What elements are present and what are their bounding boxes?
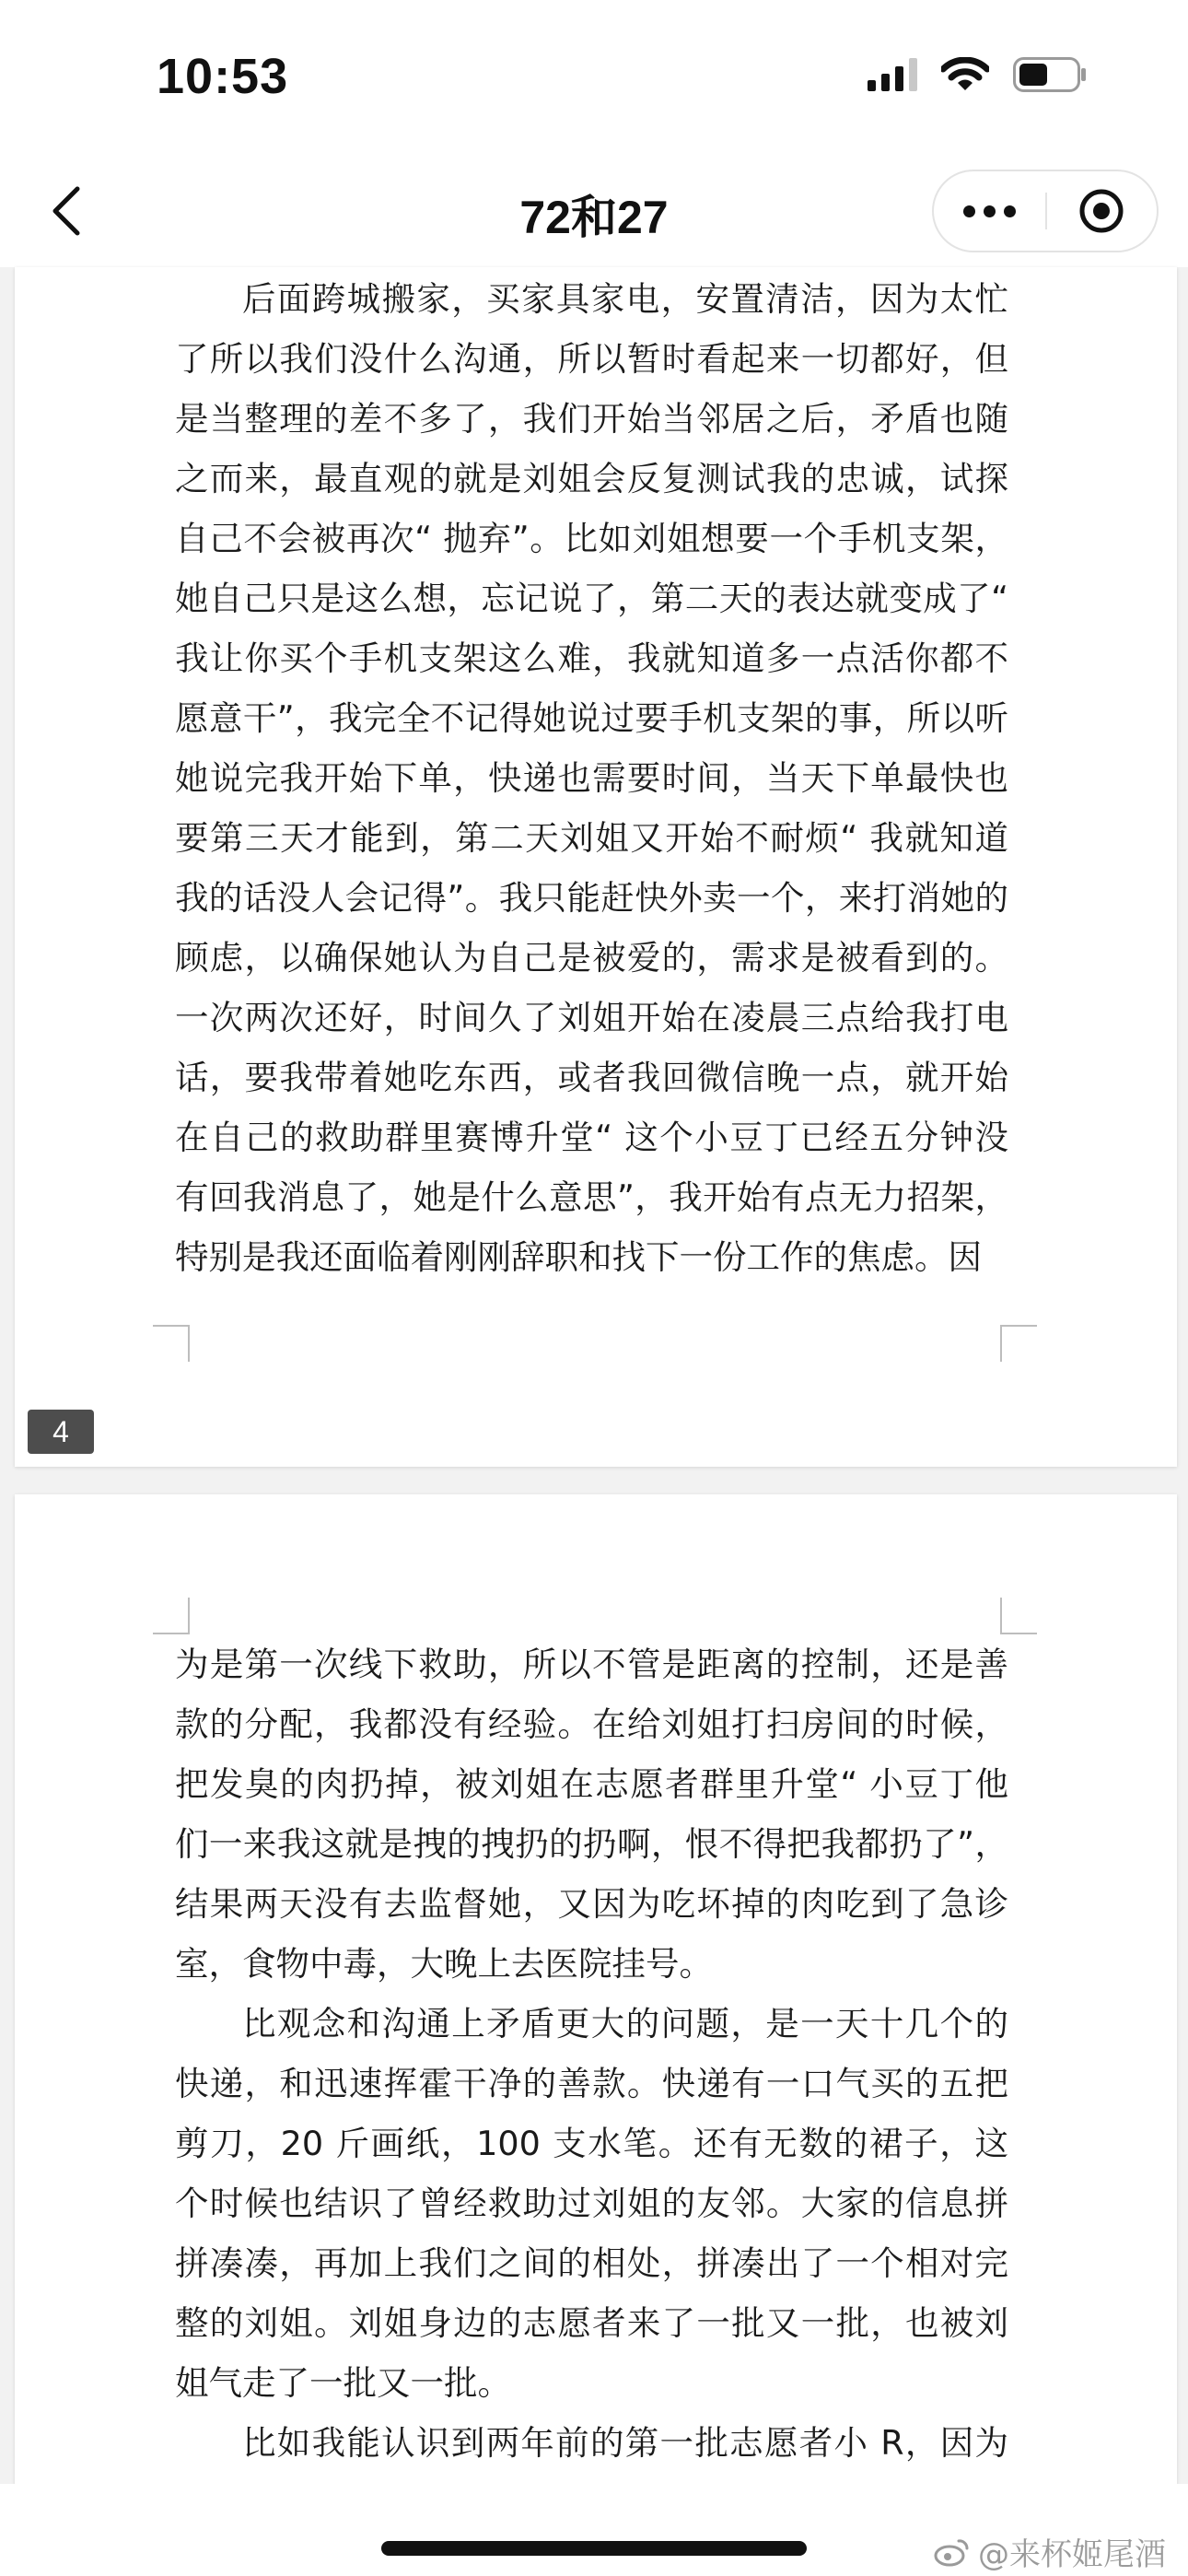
paragraph: 为是第一次线下救助，所以不管是距离的控制，还是善款的分配，我都没有经验。在给刘姐打扫房间的时候，把发臭的肉扔掉，被刘姐在志愿者群里升堂“ 小豆丁他们一来我这就是拽的拽扔的扔啊，恨不得把我都扔了”，结果两天没有去监督她，又因为吃坏掉的肉吃到了急诊室，食物中毒，大晚上去医院挂号。 — [175, 1645, 1008, 1984]
watermark — [934, 2529, 1166, 2574]
status-time: 10:53 — [157, 49, 289, 104]
battery-icon — [1013, 57, 1087, 92]
page-number-badge: 4 — [28, 1410, 94, 1454]
nav-bar — [0, 157, 1188, 267]
watermark-text: @来杯姬尾酒 — [978, 2536, 1166, 2573]
page1-text — [175, 269, 1008, 1287]
crop-mark — [153, 1325, 190, 1362]
target-close-icon — [1077, 187, 1125, 235]
more-dots-icon — [963, 205, 975, 217]
home-indicator[interactable] — [381, 2541, 807, 2556]
wifi-icon — [941, 57, 989, 92]
mini-program-capsule — [932, 170, 1159, 252]
page2-text — [175, 1634, 1008, 2533]
chevron-left-icon — [48, 183, 85, 239]
close-mini-program-button[interactable] — [1047, 171, 1157, 251]
status-bar — [0, 0, 1188, 157]
paragraph: 后面跨城搬家，买家具家电，安置清洁，因为太忙了所以我们没什么沟通，所以暂时看起来一切都好，但是当整理的差不多了，我们开始当邻居之后，矛盾也随之而来，最直观的就是刘姐会反复测试我的忠诚，试探自己不会被再次“ 抛弃”。比如刘姐想要一个手机支架，她自己只是这么想，忘记说了，第二天的表达就变成了“ 我让你买个手机支架这么难，我就知道多一点活你都不愿意干”，我完全不记得她说过要手机支架的事，所以听她说完我开始下单，快递也需要时间，当天下单最快也要第三天才能到，第二天刘姐又开始不耐烦“ 我就知道我的话没人会记得”。我只能赶快外卖一个，来打消她的顾虑，以确保她认为自己是被爱的，需求是被看到的。一次两次还好，时间久了刘姐开始在凌晨三点给我打电话，要我带着她吃东西，或者我回微信晚一点，就开始在自己的救助群里赛博升堂“ 这个小豆丁已经五分钟没有回我消息了，她是什么意思”，我开始有点无力招架，特别是我还面临着刚刚辞职和找下一份工作的焦虑。因 — [175, 279, 1008, 1277]
page-title: 72和27 — [519, 192, 669, 243]
paragraph: 比如我能认识到两年前的第一批志愿者小 R，因为 — [242, 2423, 1008, 2463]
more-button[interactable] — [934, 171, 1045, 251]
crop-mark — [1000, 1325, 1037, 1362]
status-icons — [868, 57, 1087, 92]
crop-mark — [1000, 1598, 1037, 1634]
cellular-signal-icon — [868, 58, 917, 91]
weibo-logo-icon — [934, 2536, 971, 2568]
paragraph: 比观念和沟通上矛盾更大的问题，是一天十几个的快递，和迅速挥霍干净的善款。快递有一口气买的五把剪刀，20 斤画纸，100 支水笔。还有无数的裙子，这个时候也结识了曾经救助过刘姐的友邻。大家的信息拼拼凑凑，再加上我们之间的相处，拼凑出了一个相对完整的刘姐。刘姐身边的志愿者来了一批又一批，也被刘姐气走了一批又一批。 — [175, 2004, 1008, 2403]
back-button[interactable] — [39, 181, 94, 241]
crop-mark — [153, 1598, 190, 1634]
